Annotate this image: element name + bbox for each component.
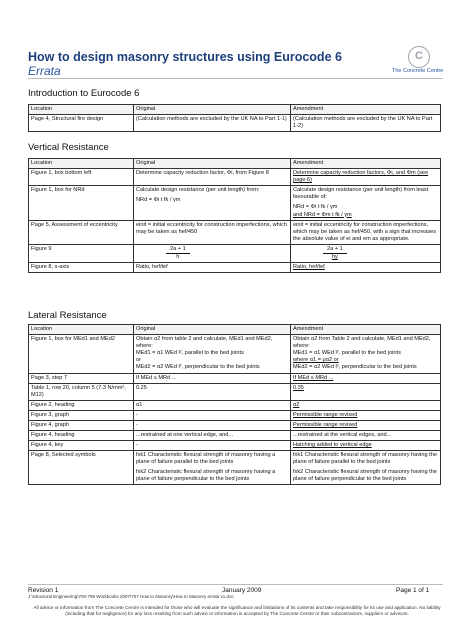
- denominator: h: [176, 254, 180, 261]
- cell-amendment: [291, 244, 441, 262]
- table-row: [29, 400, 441, 410]
- numerator: 2a + 1: [323, 246, 347, 254]
- lateral-table: [28, 324, 441, 485]
- header-divider: [28, 78, 443, 79]
- cell-location: Figure 2, heading: [29, 400, 134, 410]
- table-row: [29, 373, 441, 383]
- logo-icon: C: [408, 46, 430, 68]
- cell-location: Figure 9: [29, 244, 134, 262]
- table-row: [29, 431, 441, 441]
- cell-original: [134, 335, 291, 373]
- denominator: hy: [331, 254, 338, 261]
- cell-formula: NRd = Φi t fk / γm: [136, 197, 181, 204]
- table-header-row: [29, 105, 441, 115]
- cell-amendment: Ratio, hef/tef: [291, 263, 441, 273]
- cell-location: Page 3, step 7: [29, 373, 134, 383]
- fraction: [166, 246, 190, 261]
- cell-text: MEd1 = α1 WEd l², parallel to the bed joints: [293, 350, 401, 357]
- concrete-centre-logo: [392, 46, 444, 76]
- section-heading-intro: Introduction to Eurocode 6: [28, 88, 140, 99]
- cell-location: Page 5, Assessment of eccentricity: [29, 220, 134, 244]
- cell-original: Ratio, hef/tef: [134, 263, 291, 273]
- cell-formula: and NRd = Φm t fk / γm: [293, 211, 352, 218]
- cell-amendment: Permissible range revised: [291, 421, 441, 431]
- cell-text: MEd2 = α2 WEd l², perpendicular to the bed joints: [136, 364, 260, 371]
- document-subtitle: Errata: [28, 64, 61, 78]
- cell-amendment: Hatching added to vertical edge: [291, 441, 441, 451]
- cell-location: Figure 1, box bottom left: [29, 169, 134, 186]
- cell-location: Figure 1, box for MEd1 and MEd2: [29, 335, 134, 373]
- cell-location: Page 8, Selected symbols: [29, 451, 134, 484]
- footer-date: January 2009: [222, 587, 262, 594]
- cell-amendment: [291, 186, 441, 220]
- cell-original: (Calculation methods are excluded by the UK NA to Part 1-1): [134, 115, 291, 132]
- cell-text: MEd1 = α1 WEd l², parallel to the bed joints: [136, 350, 244, 357]
- section-heading-vertical: Vertical Resistance: [28, 142, 109, 153]
- footer-file-path: J:\Structural Engineering\700-799 Workbooks 2007\707 How to Masonry\How to Masonry errata v1.doc: [28, 594, 234, 599]
- cell-text: fxk1 Characteristic flexural strength of masonry having a plane of failure parallel to the bed joints: [136, 452, 276, 466]
- cell-original: -: [134, 421, 291, 431]
- cell-amendment: [291, 335, 441, 373]
- table-row: [29, 115, 441, 132]
- cell-amendment: [291, 451, 441, 484]
- col-original: Original: [134, 159, 291, 169]
- cell-location: Figure 4, key: [29, 441, 134, 451]
- table-row: [29, 335, 441, 373]
- cell-original: [134, 244, 291, 262]
- cell-original: If MEd ≤ MRd ...: [134, 373, 291, 383]
- document-title: How to design masonry structures using Eurocode 6: [28, 50, 342, 64]
- col-amendment: Amendment: [291, 159, 441, 169]
- cell-text: Calculate design resistance (per unit length) from:: [136, 187, 260, 194]
- table-row: [29, 186, 441, 220]
- cell-amendment: Determine capacity reduction factors, Φi, and Φm (see page 6): [291, 169, 441, 186]
- intro-table: [28, 104, 441, 132]
- cell-formula: NRd = Φi t fk / γm: [293, 204, 338, 211]
- cell-original: 0.25: [134, 383, 291, 400]
- table-row: [29, 451, 441, 484]
- cell-amendment: ...restrained at the vertical edges, and...: [291, 431, 441, 441]
- col-location: Location: [29, 325, 134, 335]
- cell-amendment: einit = initial eccentricity for construction imperfections, which may be taken as hef/450, with a sign that increases the absolute value of ei and em as appropriate.: [291, 220, 441, 244]
- cell-original: -: [134, 441, 291, 451]
- cell-text: Calculate design resistance (per unit length) from least favourable of:: [293, 187, 429, 201]
- cell-text: fxk1 Characteristic flexural strength of masonry having the plane of failure parallel to the bed joints: [293, 452, 437, 466]
- table-header-row: [29, 159, 441, 169]
- cell-text: Obtain α2 from Table 2 and calculate, MEd1 and MEd2, where:: [293, 336, 431, 350]
- numerator: 2a + 1: [166, 246, 190, 254]
- vertical-table: [28, 158, 441, 273]
- col-location: Location: [29, 159, 134, 169]
- cell-location: Figure 3, graph: [29, 410, 134, 420]
- cell-original: α1: [134, 400, 291, 410]
- footer-revision: Revision 1: [28, 587, 59, 594]
- col-original: Original: [134, 325, 291, 335]
- table-row: [29, 441, 441, 451]
- col-original: Original: [134, 105, 291, 115]
- table-row: [29, 421, 441, 431]
- cell-amendment: 0.35: [291, 383, 441, 400]
- table-row: [29, 263, 441, 273]
- cell-text: Obtain α2 from table 2 and calculate, MEd1 and MEd2, where:: [136, 336, 273, 350]
- cell-text: or: [136, 357, 141, 364]
- cell-amendment: (Calculation methods are excluded by the UK NA to Part 1-2): [291, 115, 441, 132]
- cell-original: [134, 186, 291, 220]
- cell-location: Figure 4, graph: [29, 421, 134, 431]
- table-row: [29, 220, 441, 244]
- logo-wordmark: The Concrete Centre: [392, 68, 444, 74]
- table-row: [29, 383, 441, 400]
- cell-location: Table 1, row 20, column 5 (7.3 N/mm², M12): [29, 383, 134, 400]
- cell-text: fxk2 Characteristic flexural strength of masonry having a plane of failure perpendicular to the bed joints: [136, 468, 276, 482]
- cell-text: fxk2 Characteristic flexural strength of masonry having the plane of failure perpendicular to the bed joints: [293, 468, 437, 482]
- cell-location: Figure 1, box for NRd: [29, 186, 134, 220]
- section-heading-lateral: Lateral Resistance: [28, 310, 107, 321]
- cell-original: -: [134, 410, 291, 420]
- col-amendment: Amendment: [291, 105, 441, 115]
- cell-amendment: If MEd ≤ MRd ...: [291, 373, 441, 383]
- footer-divider: [28, 584, 443, 585]
- cell-original: [134, 451, 291, 484]
- cell-original: einit = initial eccentricity for construction imperfections, which may be taken as hef/450: [134, 220, 291, 244]
- cell-text: where α1 = μα2 or: [293, 357, 339, 364]
- cell-text: MEd2 = α2 WEd l², perpendicular to the bed joints: [293, 364, 417, 371]
- col-location: Location: [29, 105, 134, 115]
- table-row: [29, 410, 441, 420]
- footer-disclaimer: All advice or information from The Concrete Centre is intended for those who will evaluate the significance and limitations of its contents and take responsibility for its use and application. No liability (including that for negligence) for any loss resulting from such advice or information is accepted by The Concrete Centre or their subcontractors, suppliers or advisors.: [33, 605, 441, 616]
- cell-original: Determine capacity reduction factor, Φi, from Figure 8: [134, 169, 291, 186]
- cell-location: Page 4, Structural fire design: [29, 115, 134, 132]
- table-row: [29, 169, 441, 186]
- fraction: [323, 246, 347, 261]
- table-header-row: [29, 325, 441, 335]
- table-row: [29, 244, 441, 262]
- col-amendment: Amendment: [291, 325, 441, 335]
- cell-amendment: α2: [291, 400, 441, 410]
- cell-location: Figure 4, heading: [29, 431, 134, 441]
- cell-location: Figure 8, x-axis: [29, 263, 134, 273]
- footer-page: Page 1 of 1: [396, 587, 430, 594]
- cell-amendment: Permissible range revised: [291, 410, 441, 420]
- cell-original: ...restrained at one vertical edge, and...: [134, 431, 291, 441]
